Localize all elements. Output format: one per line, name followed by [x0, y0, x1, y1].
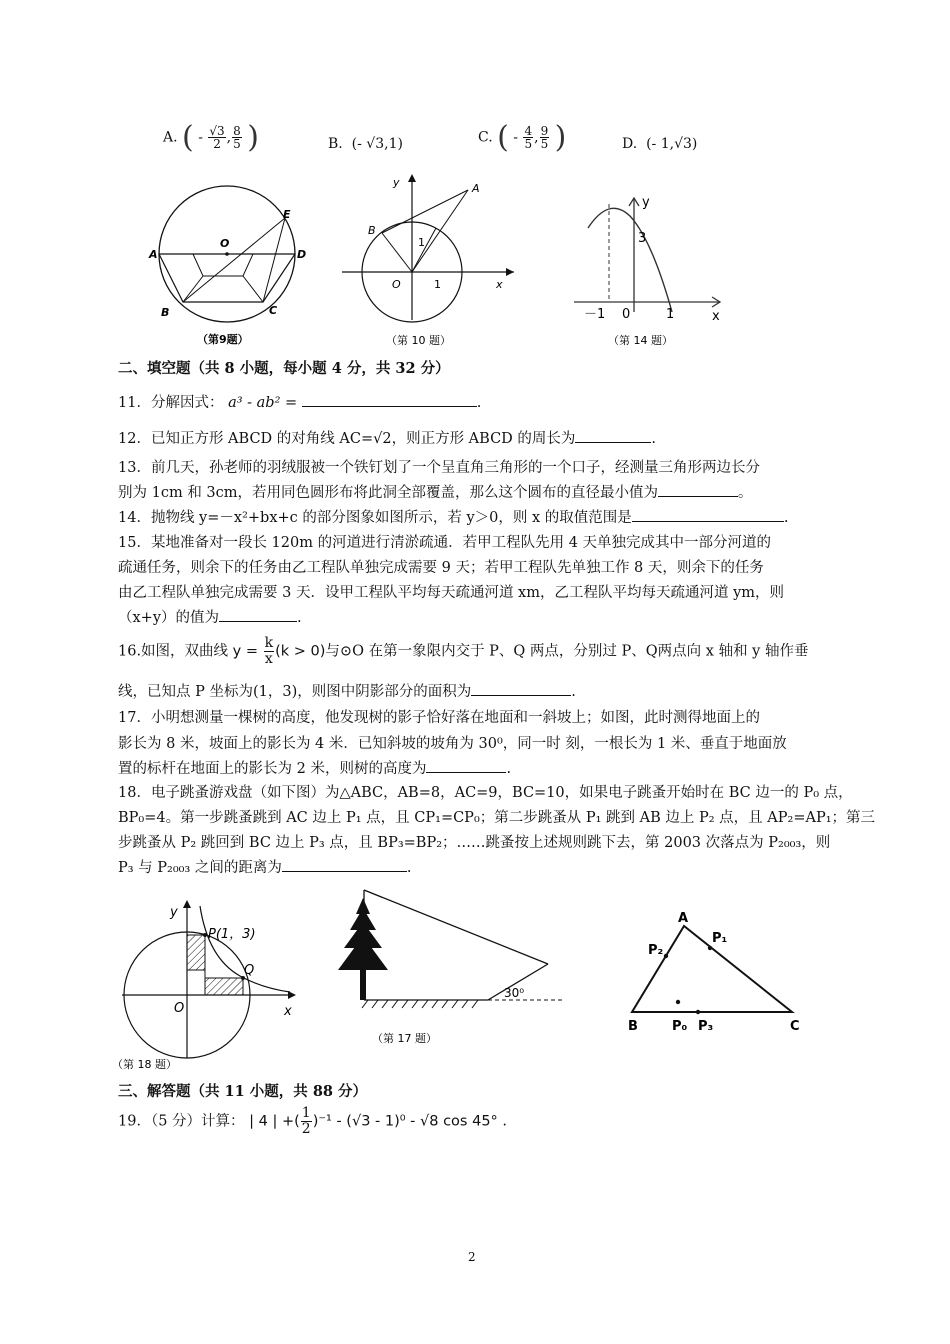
q17-line1: 17．小明想测量一棵树的高度，他发现树的影子恰好落在地面和一斜坡上；如图，此时测得地面上的 — [118, 710, 760, 726]
option-b: B. (- √3,1) — [328, 136, 403, 152]
fig14-label-y: y — [642, 195, 650, 210]
q15-line2: 疏通任务，则余下的任务由乙工程队单独完成需要 9 天；若甲工程队先单独工作 8 天，则余下的任务 — [118, 560, 764, 576]
fig9-label-o: O — [220, 237, 230, 250]
option-a: A. ( - $\frac{√3}{2}$ , $\frac{8}{5}$ ) — [163, 120, 259, 155]
fig18-label-y: y — [170, 905, 178, 920]
tri-label-p0: P₀ — [672, 1019, 688, 1034]
tri-label-a: A — [678, 911, 689, 926]
q11: 11．分解因式： a³ - ab² = . — [118, 383, 481, 412]
q14-blank — [632, 507, 784, 522]
q13-line1: 13．前几天，孙老师的羽绒服被一个铁钉划了一个呈直角三角形的一个口子，经测量三角形两边长分 — [118, 460, 760, 476]
fig14-label-1: 1 — [666, 307, 675, 322]
fig14-label-neg1: －1 — [584, 307, 606, 322]
fig10-label-x: x — [496, 278, 503, 291]
fig18-label-x: x — [284, 1004, 292, 1019]
section2-title: 二、填空题（共 8 小题，每小题 4 分，共 32 分） — [118, 360, 450, 377]
option-c: C. ( - $\frac{4}{5}$ , $\frac{9}{5}$ ) — [478, 120, 567, 155]
fig10-caption: （第 10 题） — [386, 334, 451, 347]
page-number: 2 — [468, 1250, 476, 1264]
fig9-label-d: D — [297, 248, 307, 261]
fig10-label-y: y — [393, 176, 400, 189]
fig18-label-q: Q — [244, 963, 255, 978]
fig14-caption: （第 14 题） — [608, 334, 673, 347]
figure-17 — [328, 884, 568, 1049]
q16-line1: 16.如图，双曲线 y = $\frac{k}{x}$ (k > 0)与⊙O 在第一象限内交于 P、Q 两点，分别过 P、Q两点向 x 轴和 y 轴作垂 — [118, 635, 809, 667]
tri-label-p2: P₂ — [648, 943, 664, 958]
fig10-label-1x: 1 — [434, 278, 441, 291]
q13-line2: 别为 1cm 和 3cm，若用同色圆形布将此洞全部覆盖，那么这个圆布的直径最小值为 。 — [118, 481, 753, 502]
q12-blank — [575, 428, 651, 443]
q16-blank — [471, 681, 571, 696]
q17-line2: 影长为 8 米，坡面上的影长为 4 米．已知斜坡的坡角为 30⁰，同一时 刻，一根长为 1 米、垂直于地面放 — [118, 736, 787, 752]
q18-line4: P₃ 与 P₂₀₀₃ 之间的距离为 . — [118, 856, 412, 877]
q19: 19．（5 分）计算： | 4 | +( $\frac{1}{2}$ )⁻¹ - (√3 - 1)⁰ - √8 cos 45° . — [118, 1105, 508, 1137]
fig9-label-a: A — [149, 248, 158, 261]
q15-line3: 由乙工程队单独完成需要 3 天．设甲工程队平均每天疏通河道 xm，乙工程队平均每天疏通河道 ym，则 — [118, 585, 785, 601]
fig17-caption: （第 17 题） — [372, 1032, 437, 1045]
figure-9 — [145, 180, 320, 350]
fig10-label-b: B — [368, 224, 376, 237]
fig14-label-0: 0 — [622, 307, 631, 322]
fig10-label-a: A — [472, 182, 480, 195]
figure-18 — [112, 898, 312, 1080]
q12: 12．已知正方形 ABCD 的对角线 AC=√2，则正方形 ABCD 的周长为 . — [118, 427, 656, 448]
fig9-label-b: B — [161, 306, 170, 319]
fig17-angle: 30⁰ — [504, 986, 525, 1000]
q18-line2: BP₀=4。第一步跳蚤跳到 AC 边上 P₁ 点，且 CP₁=CP₀；第二步跳蚤从 P₁ 跳到 AB 边上 P₂ 点，且 AP₂=AP₁；第三 — [118, 810, 876, 826]
q15-line4: （x+y）的值为 . — [118, 606, 302, 627]
fig14-label-x: x — [712, 309, 720, 324]
q17-line3: 置的标杆在地面上的影长为 2 米，则树的高度为 . — [118, 757, 511, 778]
figure-10 — [338, 170, 528, 352]
q17-blank — [426, 758, 506, 773]
q14: 14．抛物线 y=－x²+bx+c 的部分图象如图所示，若 y＞0，则 x 的取值范围是 . — [118, 506, 788, 527]
fig9-caption: （第9题） — [197, 333, 249, 346]
q18-line3: 步跳蚤从 P₂ 跳回到 BC 边上 P₃ 点，且 BP₃=BP₂；……跳蚤按上述规则跳下去，第 2003 次落点为 P₂₀₀₃，则 — [118, 835, 831, 851]
figure-triangle — [622, 898, 822, 1038]
q13-blank — [658, 482, 738, 497]
option-d: D. (- 1,√3) — [622, 136, 698, 152]
section3-title: 三、解答题（共 11 小题，共 88 分） — [118, 1083, 368, 1100]
q11-blank — [302, 392, 477, 407]
q16-line2: 线，已知点 P 坐标为(1，3)，则图中阴影部分的面积为 . — [118, 680, 576, 701]
tri-label-p3: P₃ — [698, 1019, 714, 1034]
tri-label-b: B — [628, 1019, 638, 1034]
tri-label-c: C — [790, 1019, 800, 1034]
tri-label-p1: P₁ — [712, 931, 728, 946]
fig18-label-p: P(1，3) — [208, 927, 256, 942]
fig9-label-c: C — [269, 304, 278, 317]
fig10-label-o: O — [392, 278, 401, 291]
tree-icon — [338, 898, 388, 1000]
fig14-label-3: 3 — [638, 231, 647, 246]
figure-14 — [570, 192, 735, 352]
fig18-caption: （第 18 题） — [112, 1058, 177, 1071]
fig18-label-o: O — [174, 1001, 185, 1016]
q15-line1: 15．某地准备对一段长 120m 的河道进行清淤疏通．若甲工程队先用 4 天单独完成其中一部分河道的 — [118, 535, 772, 551]
fig10-label-1y: 1 — [418, 236, 425, 249]
q18-blank — [282, 857, 407, 872]
q18-line1: 18．电子跳蚤游戏盘（如下图）为△ABC，AB=8，AC=9，BC=10，如果电子跳蚤开始时在 BC 边一的 P₀ 点， — [118, 785, 853, 801]
q15-blank — [219, 607, 297, 622]
fig9-label-e: E — [283, 208, 291, 221]
